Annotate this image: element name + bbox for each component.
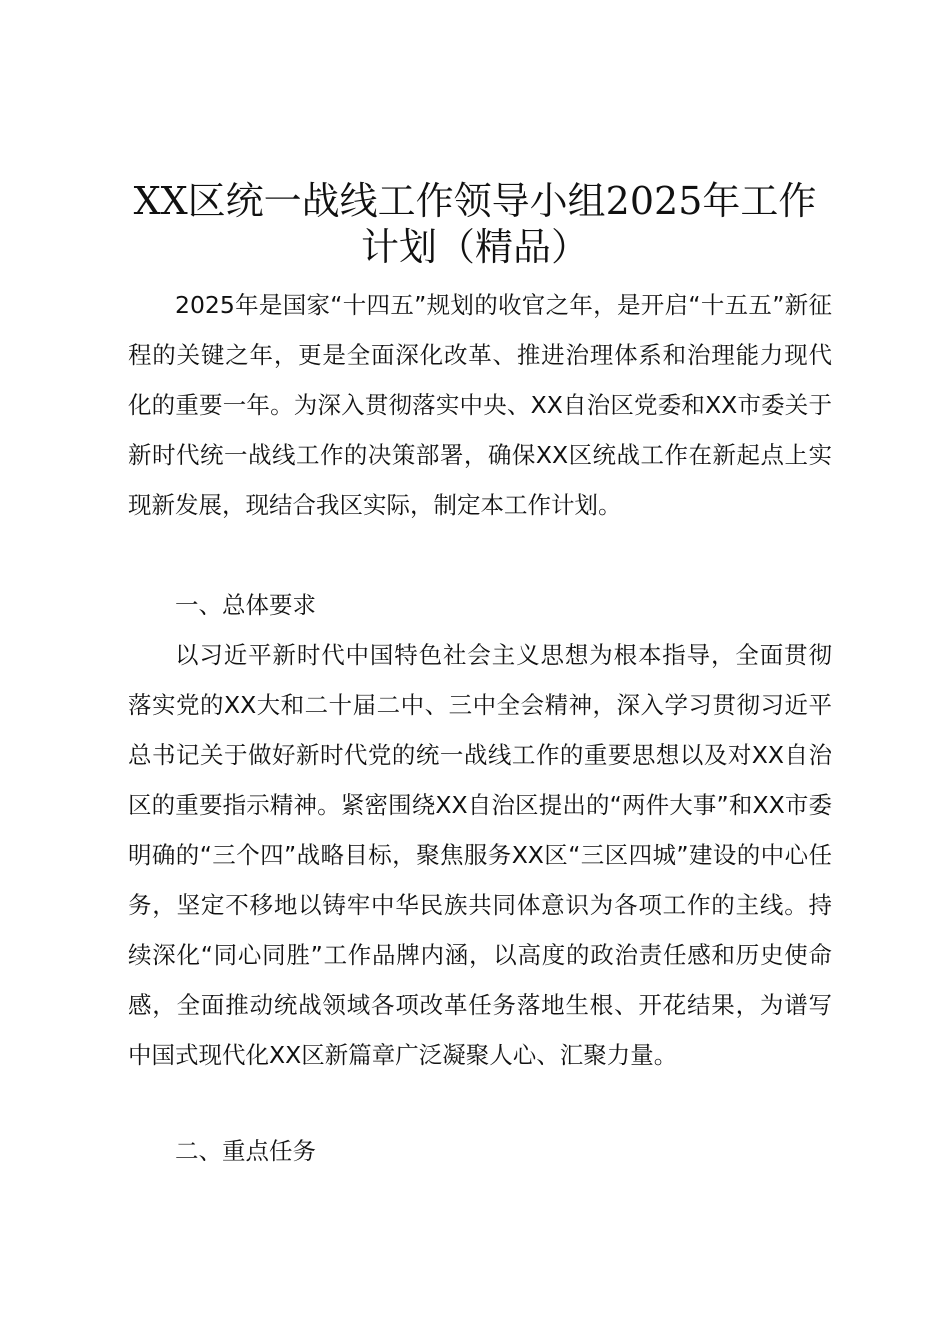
intro-paragraph: 2025年是国家“十四五”规划的收官之年，是开启“十五五”新征程的关键之年，更是全面深化改革、推进治理体系和治理能力现代化的重要一年。为深入贯彻落实中央、XX自治区党委和XX市委关于新时代统一战线工作的决策部署，确保XX区统战工作在新起点上实现新发展，现结合我区实际，制定本工作计划。 [128,291,832,519]
section-heading-key-tasks: 二、重点任务 [175,1137,316,1165]
document-title: XX区统一战线工作领导小组2025年工作计划（精品） [133,179,817,269]
general-requirements-paragraph: 以习近平新时代中国特色社会主义思想为根本指导，全面贯彻落实党的XX大和二十届二中、三中全会精神，深入学习贯彻习近平总书记关于做好新时代党的统一战线工作的重要思想以及对XX自治区的重要指示精神。紧密围绕XX自治区提出的“两件大事”和XX市委明确的“三个四”战略目标，聚焦服务XX区“三区四城”建设的中心任务，坚定不移地以铸牢中华民族共同体意识为各项工作的主线。持续深化“同心同胜”工作品牌内涵，以高度的政治责任感和历史使命感，全面推动统战领域各项改革任务落地生根、开花结果，为谱写中国式现代化XX区新篇章广泛凝聚人心、汇聚力量。 [128,641,832,1069]
section-heading-general-requirements: 一、总体要求 [175,591,316,619]
